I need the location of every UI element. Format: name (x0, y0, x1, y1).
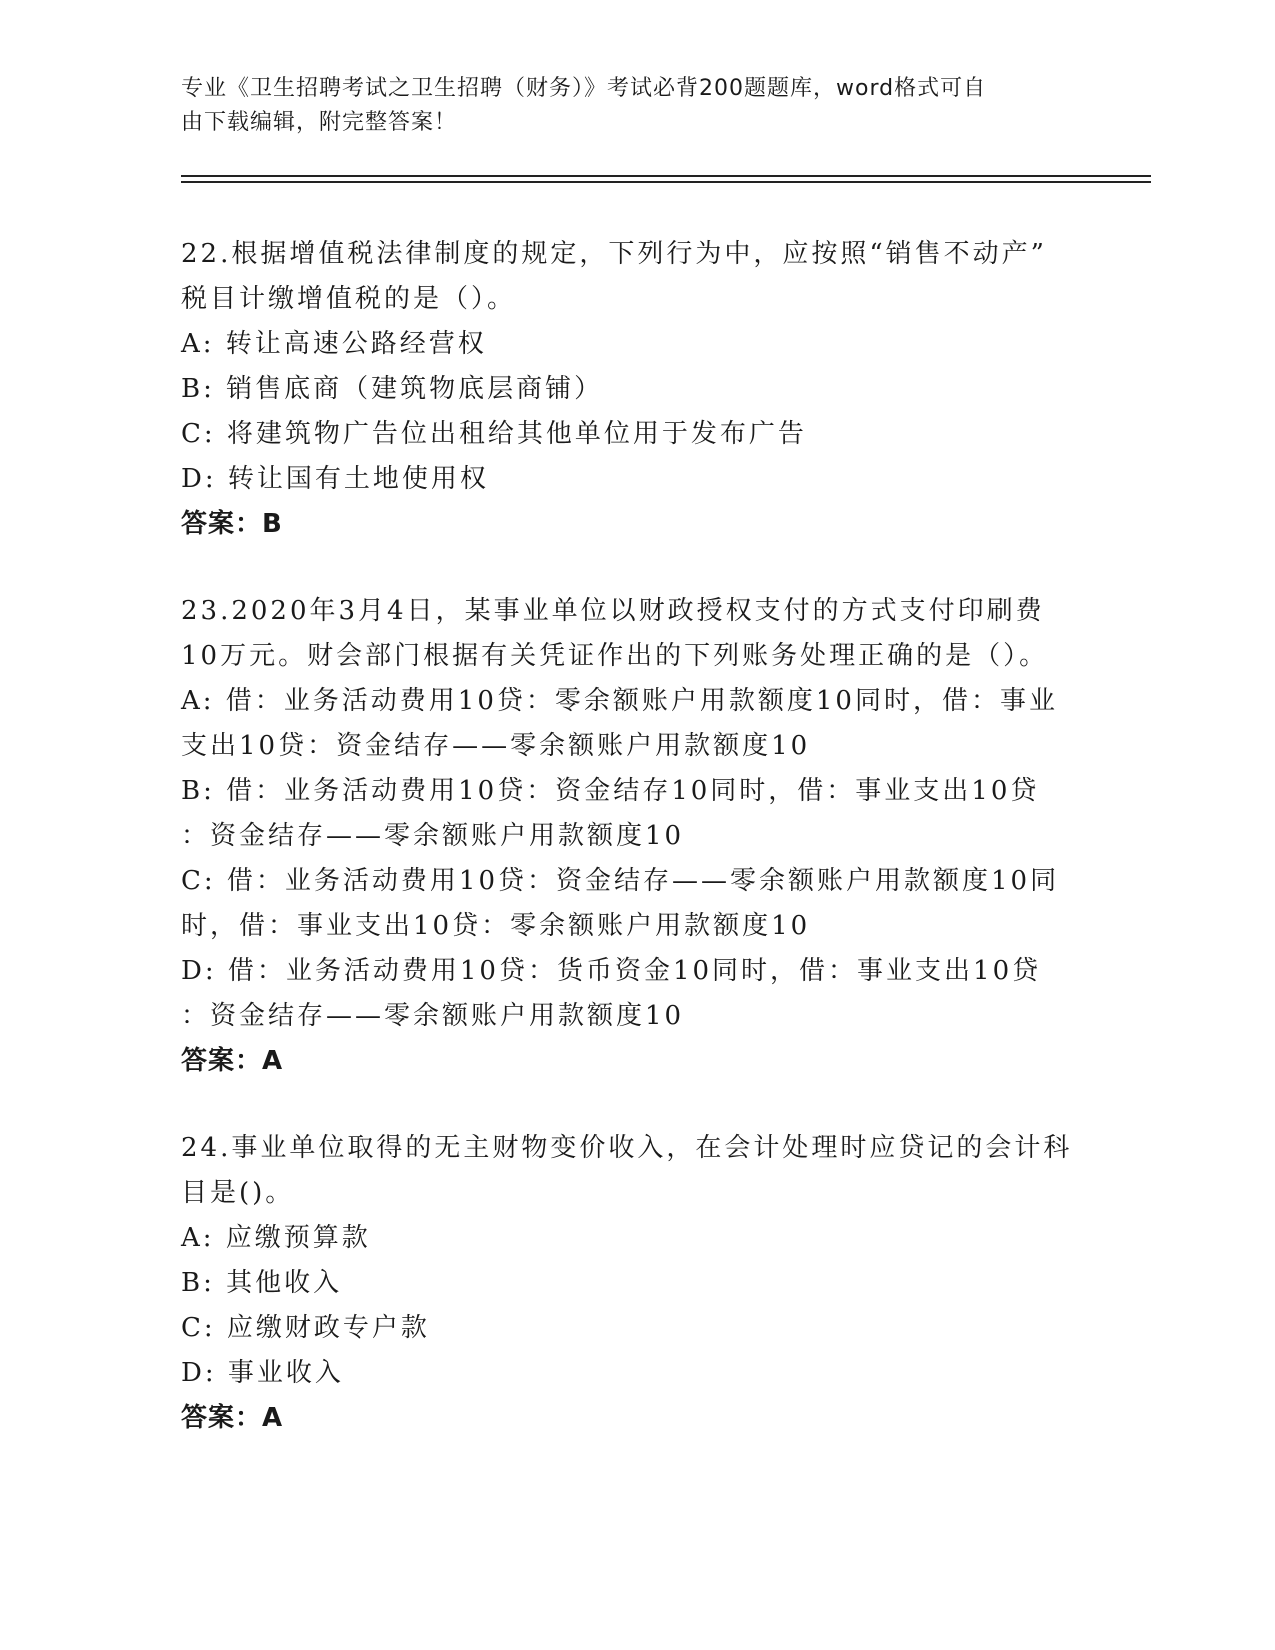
option-c: C: 将建筑物广告位出租给其他单位用于发布广告 (181, 419, 807, 449)
header-divider-top (181, 175, 1151, 177)
option-b-line-1: B: 借：业务活动费用10贷：资金结存10同时，借：事业支出10贷 (181, 776, 1040, 806)
header-divider-bottom (181, 181, 1151, 183)
question-list (181, 232, 1081, 1483)
question-22 (181, 232, 1081, 547)
question-stem-line: 10万元。财会部门根据有关凭证作出的下列账务处理正确的是（）。 (181, 641, 1049, 671)
option-b-line-2: ：资金结存——零余额账户用款额度10 (181, 821, 685, 851)
option-d-line-2: ：资金结存——零余额账户用款额度10 (181, 1001, 685, 1031)
option-c-line-2: 时，借：事业支出10贷：零余额账户用款额度10 (181, 911, 811, 941)
option-a-line-2: 支出10贷：资金结存——零余额账户用款额度10 (181, 731, 811, 761)
question-stem-line: 税目计缴增值税的是（）。 (181, 284, 517, 314)
option-a-line-1: A: 借：业务活动费用10贷：零余额账户用款额度10同时，借：事业 (181, 686, 1058, 716)
answer-label: 答案：A (181, 1403, 284, 1433)
question-23 (181, 589, 1081, 1084)
answer-label: 答案：A (181, 1046, 284, 1076)
answer-label: 答案：B (181, 509, 283, 539)
option-c-line-1: C: 借：业务活动费用10贷：资金结存——零余额账户用款额度10同 (181, 866, 1060, 896)
document-header (181, 72, 1061, 140)
question-stem-line: 目是()。 (181, 1178, 295, 1208)
option-b: B: 其他收入 (181, 1268, 343, 1298)
option-c: C: 应缴财政专户款 (181, 1313, 430, 1343)
option-a: A: 转让高速公路经营权 (181, 329, 487, 359)
header-line-1: 专业《卫生招聘考试之卫生招聘（财务）》考试必背200题题库，word格式可自 (181, 76, 987, 101)
option-b: B: 销售底商（建筑物底层商铺） (181, 374, 604, 404)
option-d: D: 事业收入 (181, 1358, 344, 1388)
question-24 (181, 1126, 1081, 1441)
question-stem-line: 22.根据增值税法律制度的规定，下列行为中，应按照“销售不动产” (181, 239, 1047, 269)
question-stem-line: 24.事业单位取得的无主财物变价收入，在会计处理时应贷记的会计科 (181, 1133, 1073, 1163)
header-line-2: 由下载编辑，附完整答案！ (181, 110, 458, 135)
option-a: A: 应缴预算款 (181, 1223, 371, 1253)
question-stem-line: 23.2020年3月4日，某事业单位以财政授权支付的方式支付印刷费 (181, 596, 1045, 626)
option-d: D: 转让国有土地使用权 (181, 464, 489, 494)
option-d-line-1: D: 借：业务活动费用10贷：货币资金10同时，借：事业支出10贷 (181, 956, 1042, 986)
